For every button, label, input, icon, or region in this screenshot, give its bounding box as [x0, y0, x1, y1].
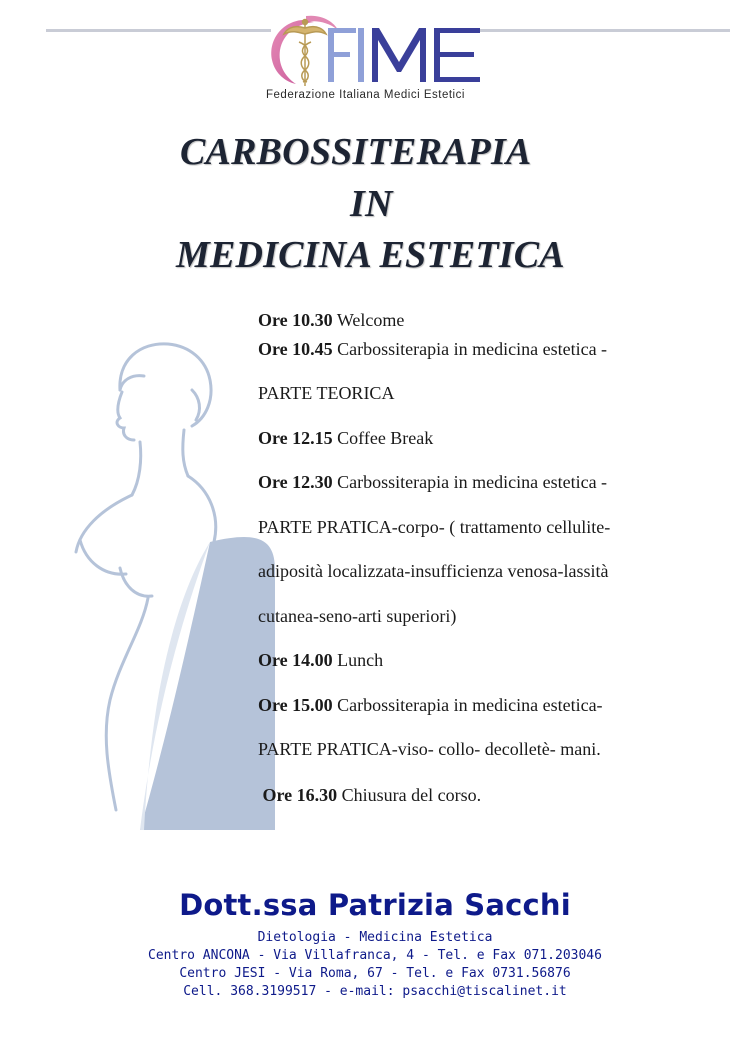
- header-rule-left: [46, 29, 271, 32]
- program-line: PARTE TEORICA: [258, 383, 395, 403]
- program-line: Ore 12.15 Coffee Break: [258, 428, 434, 448]
- program-line: Ore 16.30 Chiusura del corso.: [258, 785, 482, 805]
- fime-letters: [328, 28, 480, 82]
- specialty: Dietologia - Medicina Estetica: [257, 930, 493, 945]
- program-line: Ore 15.00 Carbossiterapia in medicina estetica-: [258, 695, 603, 715]
- address-jesi: Centro JESI - Via Roma, 67 - Tel. e Fax 0731.56876: [179, 966, 571, 981]
- program-line: Ore 12.30 Carbossiterapia in medicina estetica -: [258, 472, 608, 492]
- logo-tagline: Federazione Italiana Medici Estetici: [266, 89, 465, 101]
- contact-info: Cell. 368.3199517 - e-mail: psacchi@tiscalinet.it: [183, 984, 567, 999]
- program-line: PARTE PRATICA-viso- collo- decolletè- mani.: [258, 739, 601, 759]
- program-line: PARTE PRATICA-corpo- ( trattamento cellulite-: [258, 517, 611, 537]
- program-line: Ore 14.00 Lunch: [258, 650, 384, 670]
- title-line-3: MEDICINA ESTETICA: [176, 234, 565, 276]
- program-line: cutanea-seno-arti superiori): [258, 606, 457, 626]
- caduceus-icon: [284, 20, 326, 87]
- female-silhouette-illustration: [60, 330, 275, 830]
- header-rule-right: [478, 29, 730, 32]
- program-line: Ore 10.30 Welcome: [258, 310, 405, 330]
- doctor-name: Dott.ssa Patrizia Sacchi: [179, 888, 571, 922]
- title-line-2: IN: [350, 183, 393, 225]
- program-line: Ore 10.45 Carbossiterapia in medicina estetica -: [258, 339, 608, 359]
- address-ancona: Centro ANCONA - Via Villafranca, 4 - Tel. e Fax 071.203046: [148, 948, 602, 963]
- title-line-1: CARBOSSITERAPIA: [180, 131, 532, 173]
- program-line: adiposità localizzata-insufficienza venosa-lassità: [258, 561, 609, 581]
